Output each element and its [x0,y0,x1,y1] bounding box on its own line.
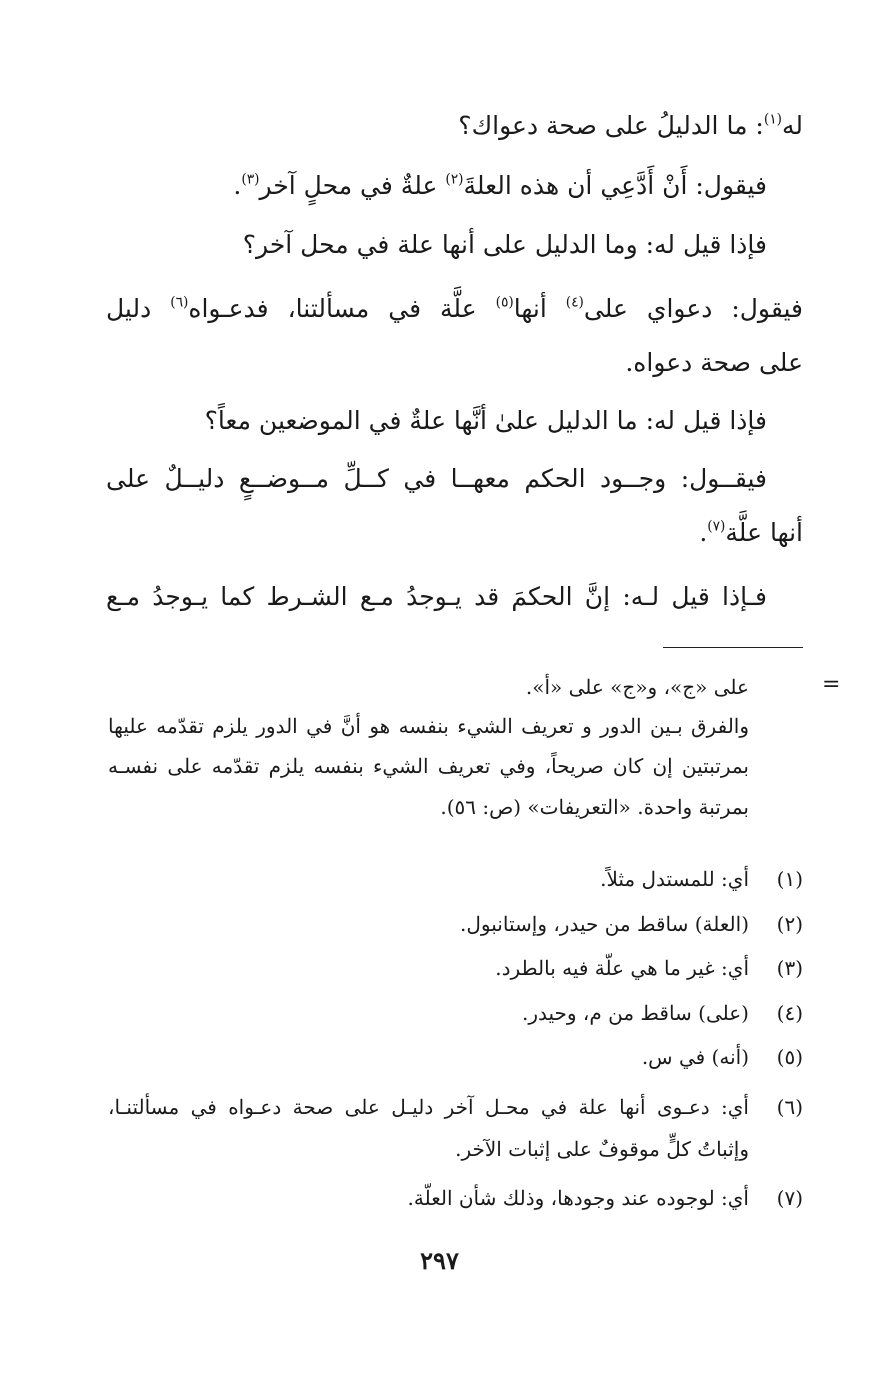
footnote-separator [663,647,803,648]
footnote-number: (٦) [776,1095,803,1119]
cont-footnote-line-3: بمرتبتين إن كان صريحاً، وفي تعريف الشيء بنفسه يلزم تقدّمه على نفسـه [108,754,749,778]
main-line-3: فإذا قيل له: وما الدليل على أنها علة في محل آخر؟ [242,230,767,259]
footnote-text: أي: غير ما هي علّة فيه بالطرد. [495,956,749,980]
main-line-2: فيقول: أَنْ أَدَّعِي أن هذه العلةَ$^{(٢)}$ علةٌ في محلٍ آخر$^{(٣)}$. [233,171,767,200]
footnote-number: (٧) [776,1186,803,1210]
main-line-5: على صحة دعواه. [625,348,803,377]
cont-footnote-line-1: على «ج»، و«ج» على «أ». [525,675,749,699]
main-line-6: فإذا قيل له: ما الدليل علىٰ أنَّها علةٌ في الموضعين معاً؟ [204,406,767,435]
footnote-text: (أنه) في س. [641,1045,749,1069]
footnote-number: (١) [776,867,803,891]
footnote-text: أي: للمستدل مثلاً. [600,867,749,891]
footnote-number: (٤) [776,1001,803,1025]
footnote-text: (العلة) ساقط من حيدر، وإستانبول. [460,912,749,936]
footnote-number: (٥) [776,1045,803,1069]
main-line-9: فـإذا قيل لـه: إنَّ الحكمَ قد يـوجدُ مـع الشـرط كما يـوجدُ مـع [106,582,767,611]
footnote-number: (٣) [776,956,803,980]
footnote-text: أي: لوجوده عند وجودها، وذلك شأن العلّة. [407,1186,749,1210]
footnote-number: (٢) [776,912,803,936]
main-line-7: فيقــول: وجــود الحكم معهــا في كــلِّ مــوضــعٍ دليــلٌ على [106,464,767,493]
footnote-text: أي: دعـوى أنها علة في محـل آخر دليـل على صحة دعـواه في مسألتنـا، [108,1095,749,1119]
continuation-mark: = [822,672,841,697]
page-number: ٢٩٧ [420,1246,459,1275]
main-line-4: فيقول: دعواي على$^{(٤)}$ أنها$^{(٥)}$ علَّة في مسألتنا، فدعـواه$^{(٦)}$ دليل [106,294,803,323]
footnote-text: (على) ساقط من م، وحيدر. [521,1001,749,1025]
main-line-1: له$^{(١)}$: ما الدليلُ على صحة دعواك؟ [458,111,803,140]
cont-footnote-line-4: بمرتبة واحدة. «التعريفات» (ص: ٥٦). [440,795,749,819]
footnote-text-continued: وإثباتُ كلٍّ موقوفٌ على إثبات الآخر. [455,1137,749,1161]
main-line-8: أنها علَّة$^{(٧)}$. [699,518,803,547]
cont-footnote-line-2: والفرق بـين الدور و تعريف الشيء بنفسه هو أنَّ في الدور يلزم تقدّمه عليها [108,714,749,738]
